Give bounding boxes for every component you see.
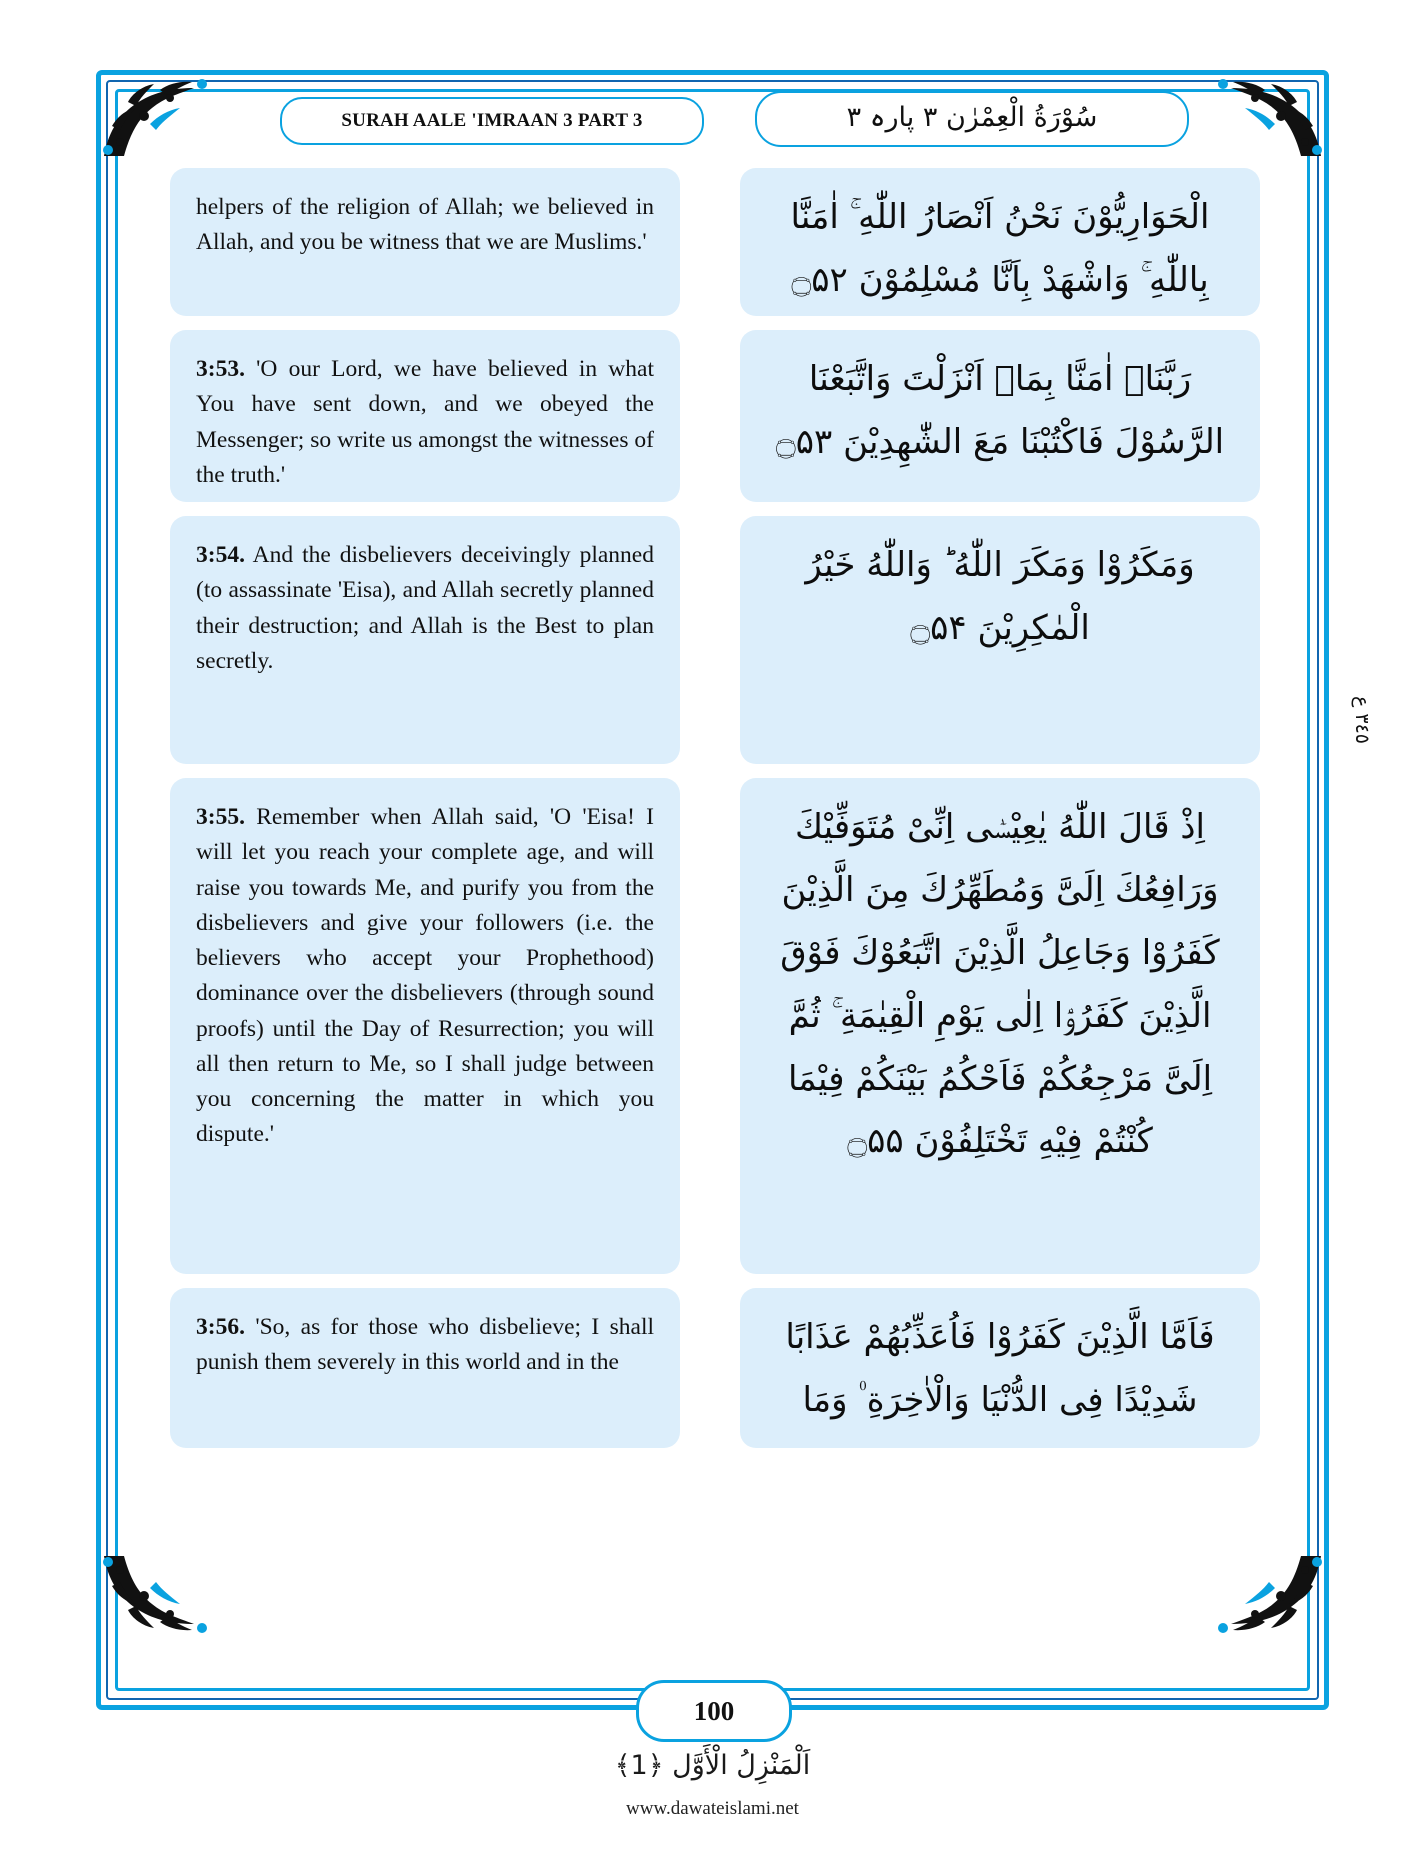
verse-row <box>170 778 1260 1274</box>
header-surah-title-english <box>280 97 704 145</box>
verse-translation-text: Remember when Allah said, 'O 'Eisa! I will let you reach your complete age, and will raise you towards Me, and purify you from the disbelievers and give your followers (i.e. the believers who accept your Prophethood) dominance over the disbelievers (through sound proofs) until the Day of Resurrection; you will all then return to Me, so I shall judge between you concerning the matter in which you dispute.' <box>196 804 654 1148</box>
verse-number: 3:56. <box>196 1314 245 1340</box>
verse-number: 3:54. <box>196 542 245 568</box>
page-header <box>115 89 1310 147</box>
verse-translation-text: 'So, as for those who disbelieve; I shall punish them severely in this world and in the <box>196 1314 655 1376</box>
verse-arabic-text: الْحَوَارِيُّوْنَ نَحْنُ اَنْصَارُ اللّٰهِ ۚ اٰمَنَّا بِاللّٰهِ ۚ وَاشْهَدْ بِاَنَّا مُسْلِمُوْنَ ۝۵۲ <box>790 197 1210 300</box>
verse-translation-text: 'O our Lord, we have believed in what You have sent down, and we obeyed the Messenger; so write us amongst the witnesses of the truth.' <box>196 356 654 488</box>
header-surah-title-arabic <box>755 91 1189 147</box>
verse-arabic-text: فَاَمَّا الَّذِيْنَ كَفَرُوْا فَاُعَذِّبُهُمْ عَذَابًا شَدِيْدًا فِى الدُّنْيَا وَالْاٰخِرَةِ ۠ وَمَا <box>785 1317 1215 1420</box>
verse-translation-text: And the disbelievers deceivingly planned (to assassinate 'Eisa), and Allah secretly planned their destruction; and Allah is the Best to plan secretly. <box>196 542 654 674</box>
verse-arabic <box>740 330 1260 502</box>
verse-arabic-text: رَبَّنَاۤ اٰمَنَّا بِمَاۤ اَنْزَلْتَ وَاتَّبَعْنَا الرَّسُوْلَ فَاكْتُبْنَا مَعَ الشّٰهِدِيْنَ ۝۵۳ <box>775 359 1225 462</box>
verse-number: 3:53. <box>196 356 245 382</box>
verse-row <box>170 168 1260 316</box>
verse-arabic <box>740 168 1260 316</box>
header-surah-title-arabic-text: سُوْرَةُ الْعِمْرٰن ٣ پارہ ٣ <box>846 101 1098 133</box>
verse-arabic <box>740 778 1260 1274</box>
verse-translation-en <box>170 330 680 502</box>
verse-arabic-text: وَمَكَرُوْا وَمَكَرَ اللّٰهُ ؕ وَاللّٰهُ خَيْرُ الْمٰكِرِيْنَ ۝۵۴ <box>805 545 1195 648</box>
verse-translation-en <box>170 1288 680 1448</box>
page-number-badge <box>636 1680 792 1742</box>
footer-website: www.dawateislami.net <box>626 1798 799 1819</box>
verse-arabic-text: اِذْ قَالَ اللّٰهُ يٰعِيْسٰۤى اِنِّىْ مُتَوَفِّيْكَ وَرَافِعُكَ اِلَیَّ وَمُطَهِّرُكَ مِنَ الَّذِيْنَ كَفَرُوْا وَجَاعِلُ الَّذِيْنَ اتَّبَعُوْكَ فَوْقَ الَّذِيْنَ كَفَرُوْۤا اِلٰى يَوْمِ الْقِيٰمَةِ ۚ ثُمَّ اِلَیَّ مَرْجِعُكُمْ فَاَحْكُمُ بَيْنَكُمْ فِيْمَا كُنْتُمْ فِيْهِ تَخْتَلِفُوْنَ ۝۵۵ <box>780 807 1220 1162</box>
verse-translation-text: helpers of the religion of Allah; we believed in Allah, and you be witness that we are Muslims.' <box>196 194 654 256</box>
verse-translation-en <box>170 516 680 764</box>
verse-number: 3:55. <box>196 804 245 830</box>
verse-translation-en <box>170 778 680 1274</box>
verse-arabic <box>740 1288 1260 1448</box>
side-marginal-note: ٣٤٥ ع <box>1351 695 1373 744</box>
page-number-text: 100 <box>693 1695 735 1726</box>
verse-arabic <box>740 516 1260 764</box>
verse-translation-en <box>170 168 680 316</box>
verse-row <box>170 330 1260 502</box>
verses-container <box>170 168 1260 1528</box>
verse-row <box>170 516 1260 764</box>
footer-manzil: اَلْمَنْزِلُ الْأَوَّل ﴿1﴾ <box>614 1750 811 1781</box>
verse-row <box>170 1288 1260 1448</box>
header-surah-title-english-text: SURAH AALE 'IMRAAN 3 PART 3 <box>341 110 643 131</box>
